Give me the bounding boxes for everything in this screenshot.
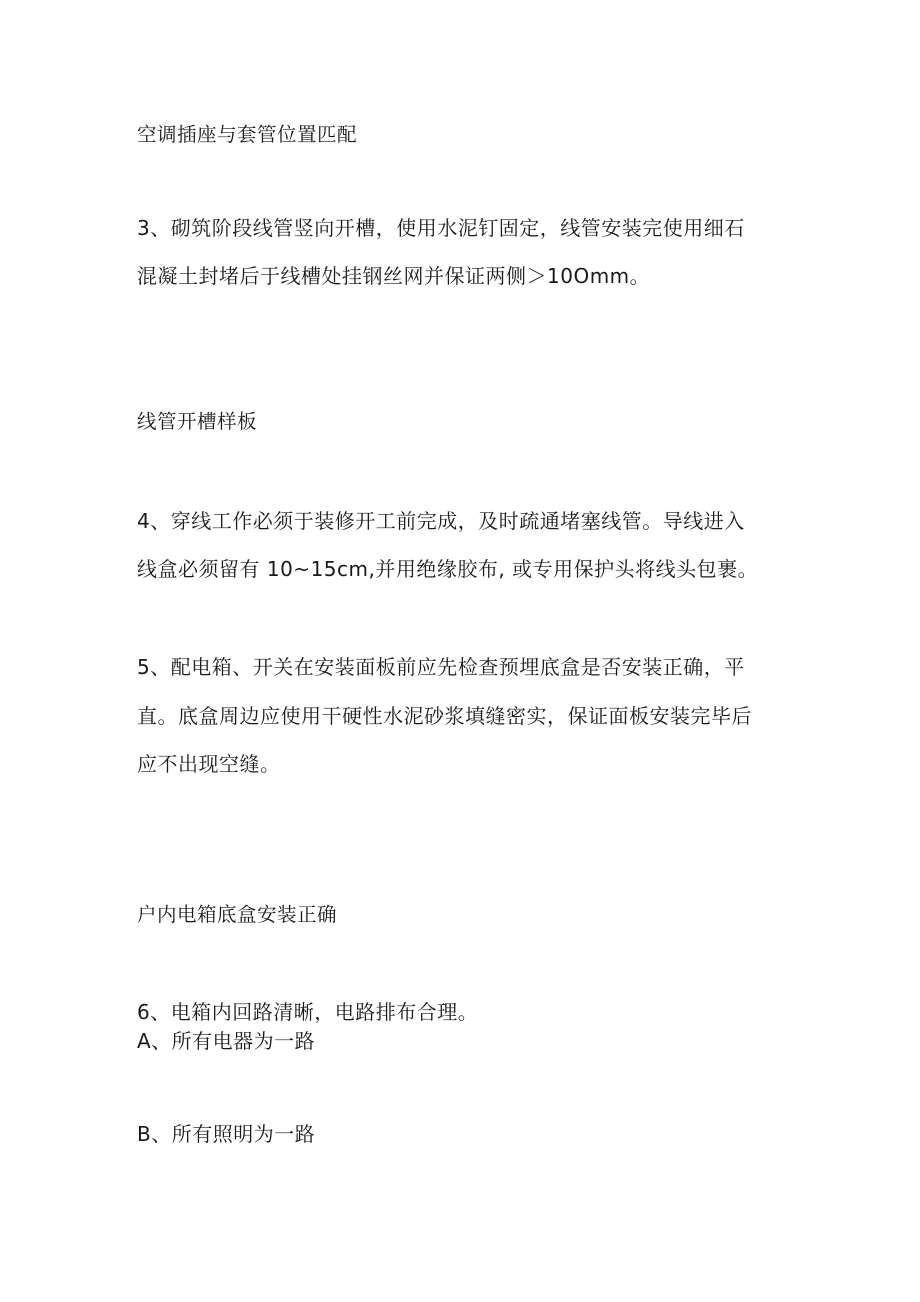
- item-5-line-1: 5、配电箱、开关在安装面板前应先检查预埋底盒是否安装正确，平: [137, 655, 745, 679]
- option-a: A、所有电器为一路: [137, 1029, 316, 1053]
- item-6-line-1: 6、电箱内回路清晰，电路排布合理。: [137, 1000, 479, 1024]
- item-3-line-1: 3、砌筑阶段线管竖向开槽，使用水泥钉固定，线管安装完使用细石: [137, 216, 745, 240]
- option-b: B、所有照明为一路: [137, 1122, 316, 1146]
- item-4-line-2: 线盒必须留有 10~15cm,并用绝缘胶布, 或专用保护头将线头包裹。: [137, 557, 759, 581]
- caption-ac-socket: 空调插座与套管位置匹配: [137, 123, 358, 146]
- item-4-line-1: 4、穿线工作必须于装修开工前完成，及时疏通堵塞线管。导线进入: [137, 509, 745, 533]
- item-3-line-2: 混凝土封堵后于线槽处挂钢丝网并保证两侧＞10Omm。: [137, 264, 651, 288]
- item-5-line-3: 应不出现空缝。: [137, 752, 281, 776]
- caption-panel-box: 户内电箱底盒安装正确: [137, 903, 338, 926]
- caption-conduit-slot: 线管开槽样板: [137, 410, 258, 433]
- item-5-line-2: 直。底盒周边应使用干硬性水泥砂浆填缝密实，保证面板安装完毕后: [137, 704, 752, 728]
